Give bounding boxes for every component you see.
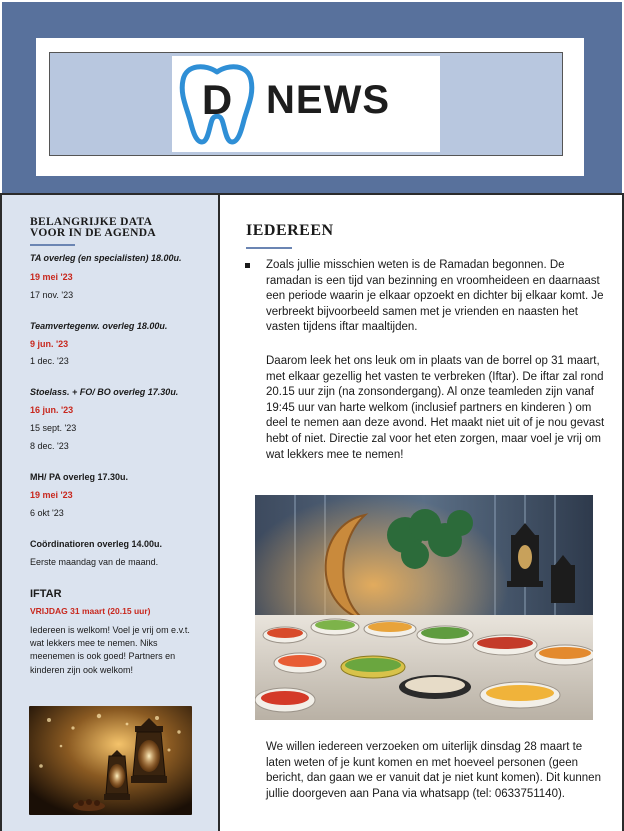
agenda-heading: [30, 217, 156, 239]
article-paragraph: We willen iedereen verzoeken om uiterlijk dinsdag 28 maart te laten weten of je kunt komen en met hoeveel personen (geen bericht, dan gaan we er vanuit dat je niet kunt komen). Dit kunnen jullie doorgeven aan Pana via whatsapp (tel: 0633751140).: [266, 741, 601, 800]
article-heading: IEDEREEN: [246, 222, 334, 239]
masthead-title: NEWS: [266, 78, 390, 122]
meeting-date: 8 dec. '23: [30, 441, 69, 451]
logo-letter: D: [201, 76, 233, 123]
lantern-photo: [29, 706, 192, 815]
article-paragraph: Daarom leek het ons leuk om in plaats van de borrel op 31 maart, met elkaar gezellig het vasten te verbreken (Iftar). De iftar zal rond 20.15 uur zijn (na zonsondergang). Al onze teamleden zijn vanaf 19:45 uur van harte welkom (inclusief partners en kinderen ) om deel te nemen aan deze avond. Het maakt niet uit of je nou gevast hebt of niet. Directie zal voor het eten zorgen, maar voel je vrij om wat lekkers mee te nemen!: [266, 355, 605, 461]
meeting-date: 17 nov. '23: [30, 290, 74, 300]
meeting-highlight-date: 19 mei '23: [30, 490, 73, 500]
header-band: [2, 2, 622, 194]
sidebar: [2, 195, 218, 831]
masthead: [36, 38, 584, 176]
meeting-date: 1 dec. '23: [30, 356, 69, 366]
meeting-highlight-date: 9 jun. '23: [30, 339, 69, 349]
article-paragraph: Zoals jullie misschien weten is de Ramadan begonnen. De ramadan is een tijd van bezinning en vroomheideen en daarnaast een periode waarin je elkaar opzoekt en dichter bij elkaar komt. Je verbreekt bijvoorbeeld samen met je vrienden en naasten het vasten tijdens iftar maaltijden.: [266, 259, 604, 334]
lantern-icon: [131, 718, 167, 783]
meeting-title: Coördinatioren overleg 14.00u.: [30, 539, 163, 549]
masthead-frame: [49, 52, 563, 156]
meeting-date: 6 okt '23: [30, 508, 64, 518]
iftar-title: IFTAR: [30, 588, 62, 600]
main-article: [220, 195, 622, 831]
meeting-date: 15 sept. '23: [30, 423, 77, 433]
logo: [172, 56, 440, 152]
meeting-title: MH/ PA overleg 17.30u.: [30, 472, 129, 482]
meeting-highlight-date: 19 mei '23: [30, 272, 73, 282]
iftar-buffet-photo: [255, 495, 593, 720]
iftar-subtitle: VRIJDAG 31 maart (20.15 uur): [30, 606, 151, 616]
meeting-date: Eerste maandag van de maand.: [30, 557, 159, 567]
agenda-heading-line1: BELANGRIJKE DATA: [30, 216, 153, 228]
article-rule: [246, 247, 292, 249]
agenda-heading-line2: VOOR IN DE AGENDA: [30, 227, 156, 239]
tooth-icon: [178, 62, 256, 146]
meeting-highlight-date: 16 jun. '23: [30, 405, 74, 415]
iftar-body: Iedereen is welkom! Voel je vrij om e.v.t. wat lekkers mee te nemen. Niks meenemen is ook goed! Partners en kinderen zijn ook welkom!: [30, 625, 190, 675]
meeting-title: TA overleg (en specialisten) 18.00u.: [30, 253, 182, 263]
bullet-icon: [245, 263, 250, 268]
meeting-title: Teamvertegenw. overleg 18.00u.: [30, 321, 168, 331]
agenda-rule: [30, 244, 75, 246]
meeting-title: Stoelass. + FO/ BO overleg 17.30u.: [30, 387, 179, 397]
